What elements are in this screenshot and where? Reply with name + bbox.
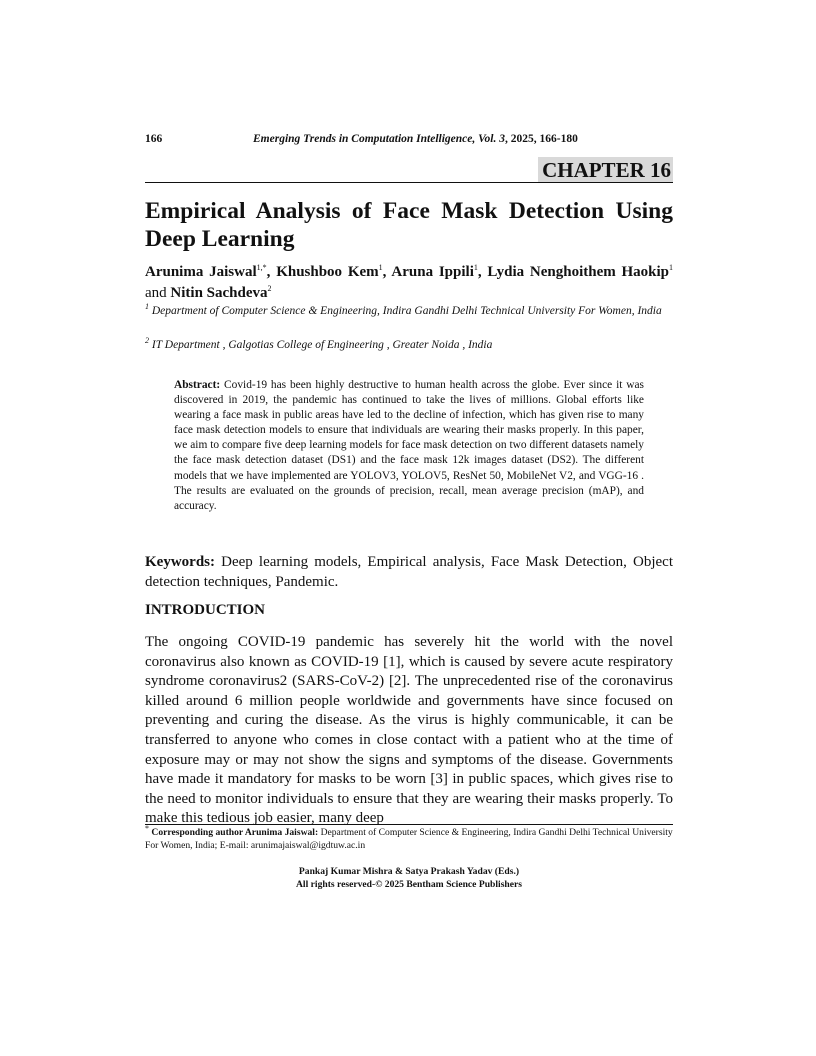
author-name: Aruna Ippili: [391, 264, 474, 280]
introduction-paragraph: The ongoing COVID-19 pandemic has severely hit the world with the novel coronavirus also known as COVID-19 [1], which is caused by severe acute respiratory syndrome coronavirus2 (SARS-CoV-2) [2]. The unprecedented rise of the coronavirus killed around 6 million people worldwide and governments have since focused on preventing and curing the disease. As the virus is highly communicable, it can be transferred to anyone who comes in close contact with a patient who at the time of exposure may or may not show the signs and symptoms of the disease. Governments have made it mandatory for masks to be worn [3] in public spaces, which gives rise to the need to monitor individuals to ensure that they are wearing their masks properly. To make this tedious job easier, many deep: [145, 634, 673, 827]
paper-title: Empirical Analysis of Face Mask Detection Using Deep Learning: [145, 198, 673, 252]
footnote-divider: [145, 824, 673, 825]
affiliation-text: Department of Computer Science & Engineering, Indira Gandhi Delhi Technical University For Women, India: [151, 305, 662, 317]
author-name: Lydia Nenghoithem Haokip: [487, 264, 670, 280]
affiliation-2: [145, 337, 673, 353]
keywords-label: Keywords:: [145, 554, 215, 570]
affiliation-text: IT Department , Galgotias College of Engineering , Greater Noida , India: [151, 339, 493, 351]
author-sup: 1,*: [256, 263, 267, 272]
chapter-label: CHAPTER 16: [538, 157, 673, 182]
author-name: Nitin Sachdeva: [170, 285, 268, 301]
header-divider: [145, 182, 673, 183]
footnote-text: Department of Computer Science & Engineering, Indira Gandhi Delhi Technical University For Women, India; E-mail: arunimajaiswal@igdtuw.ac.in: [145, 827, 673, 851]
author-list: Arunima Jaiswal$^{1,*}$, Khushboo Kem$^1$, Aruna Ippili$^1$, Lydia Nenghoithem Haokip$^1$ and Nitin Sachdeva$^2$: [145, 263, 674, 301]
editors-line: Pankaj Kumar Mishra & Satya Prakash Yadav (Eds.): [298, 866, 520, 877]
footnote-sup: *: [145, 823, 149, 833]
abstract-label: Abstract:: [174, 379, 221, 391]
footnote-label: Corresponding author Arunima Jaiswal:: [151, 827, 319, 838]
page-number: 166: [145, 133, 163, 145]
affiliation-sup: 1: [145, 302, 149, 312]
abstract: [174, 378, 644, 514]
abstract-text: Covid-19 has been highly destructive to human health across the globe. Ever since it was discovered in 2019, the pandemic has continued to take the lives of millions. Global efforts like wearing a face mask in public areas have led to the decline of infection, which has given rise to many face mask detection models to ensure that individuals are wearing their masks properly. In this paper, we aim to compare five deep learning models for face mask detection on two different datasets namely the face mask detection dataset (DS1) and the face mask 12k images dataset (DS2). The different models that we have implemented are YOLOV3, YOLOV5, ResNet 50, MobileNet V2, and VGG-16 . The results are evaluated on the grounds of precision, recall, mean average precision (mAP), and accuracy.: [174, 379, 644, 512]
affiliation-1: [145, 303, 673, 319]
author-name: Khushboo Kem: [276, 264, 379, 280]
copyright-line: All rights reserved-© 2025 Bentham Science Publishers: [295, 879, 523, 890]
journal-title: [253, 133, 578, 145]
footnote: [145, 823, 673, 852]
author-sup: 1: [669, 263, 674, 272]
journal-details: , 2025, 166-180: [504, 133, 578, 145]
affiliation-sup: 2: [145, 336, 149, 346]
section-heading-introduction: INTRODUCTION: [145, 602, 266, 618]
journal-name: Emerging Trends in Computation Intelligence, Vol. 3: [253, 133, 505, 145]
author-name: Arunima Jaiswal: [145, 264, 257, 280]
editors-block: [145, 865, 673, 891]
author-sup: 1: [473, 263, 478, 272]
author-sup: 1: [378, 263, 383, 272]
author-sup: 2: [267, 284, 272, 293]
keywords-text: Deep learning models, Empirical analysis, Face Mask Detection, Object detection techniques, Pandemic.: [145, 554, 674, 590]
author-conjunction: and: [145, 285, 167, 301]
keywords: [145, 553, 673, 592]
